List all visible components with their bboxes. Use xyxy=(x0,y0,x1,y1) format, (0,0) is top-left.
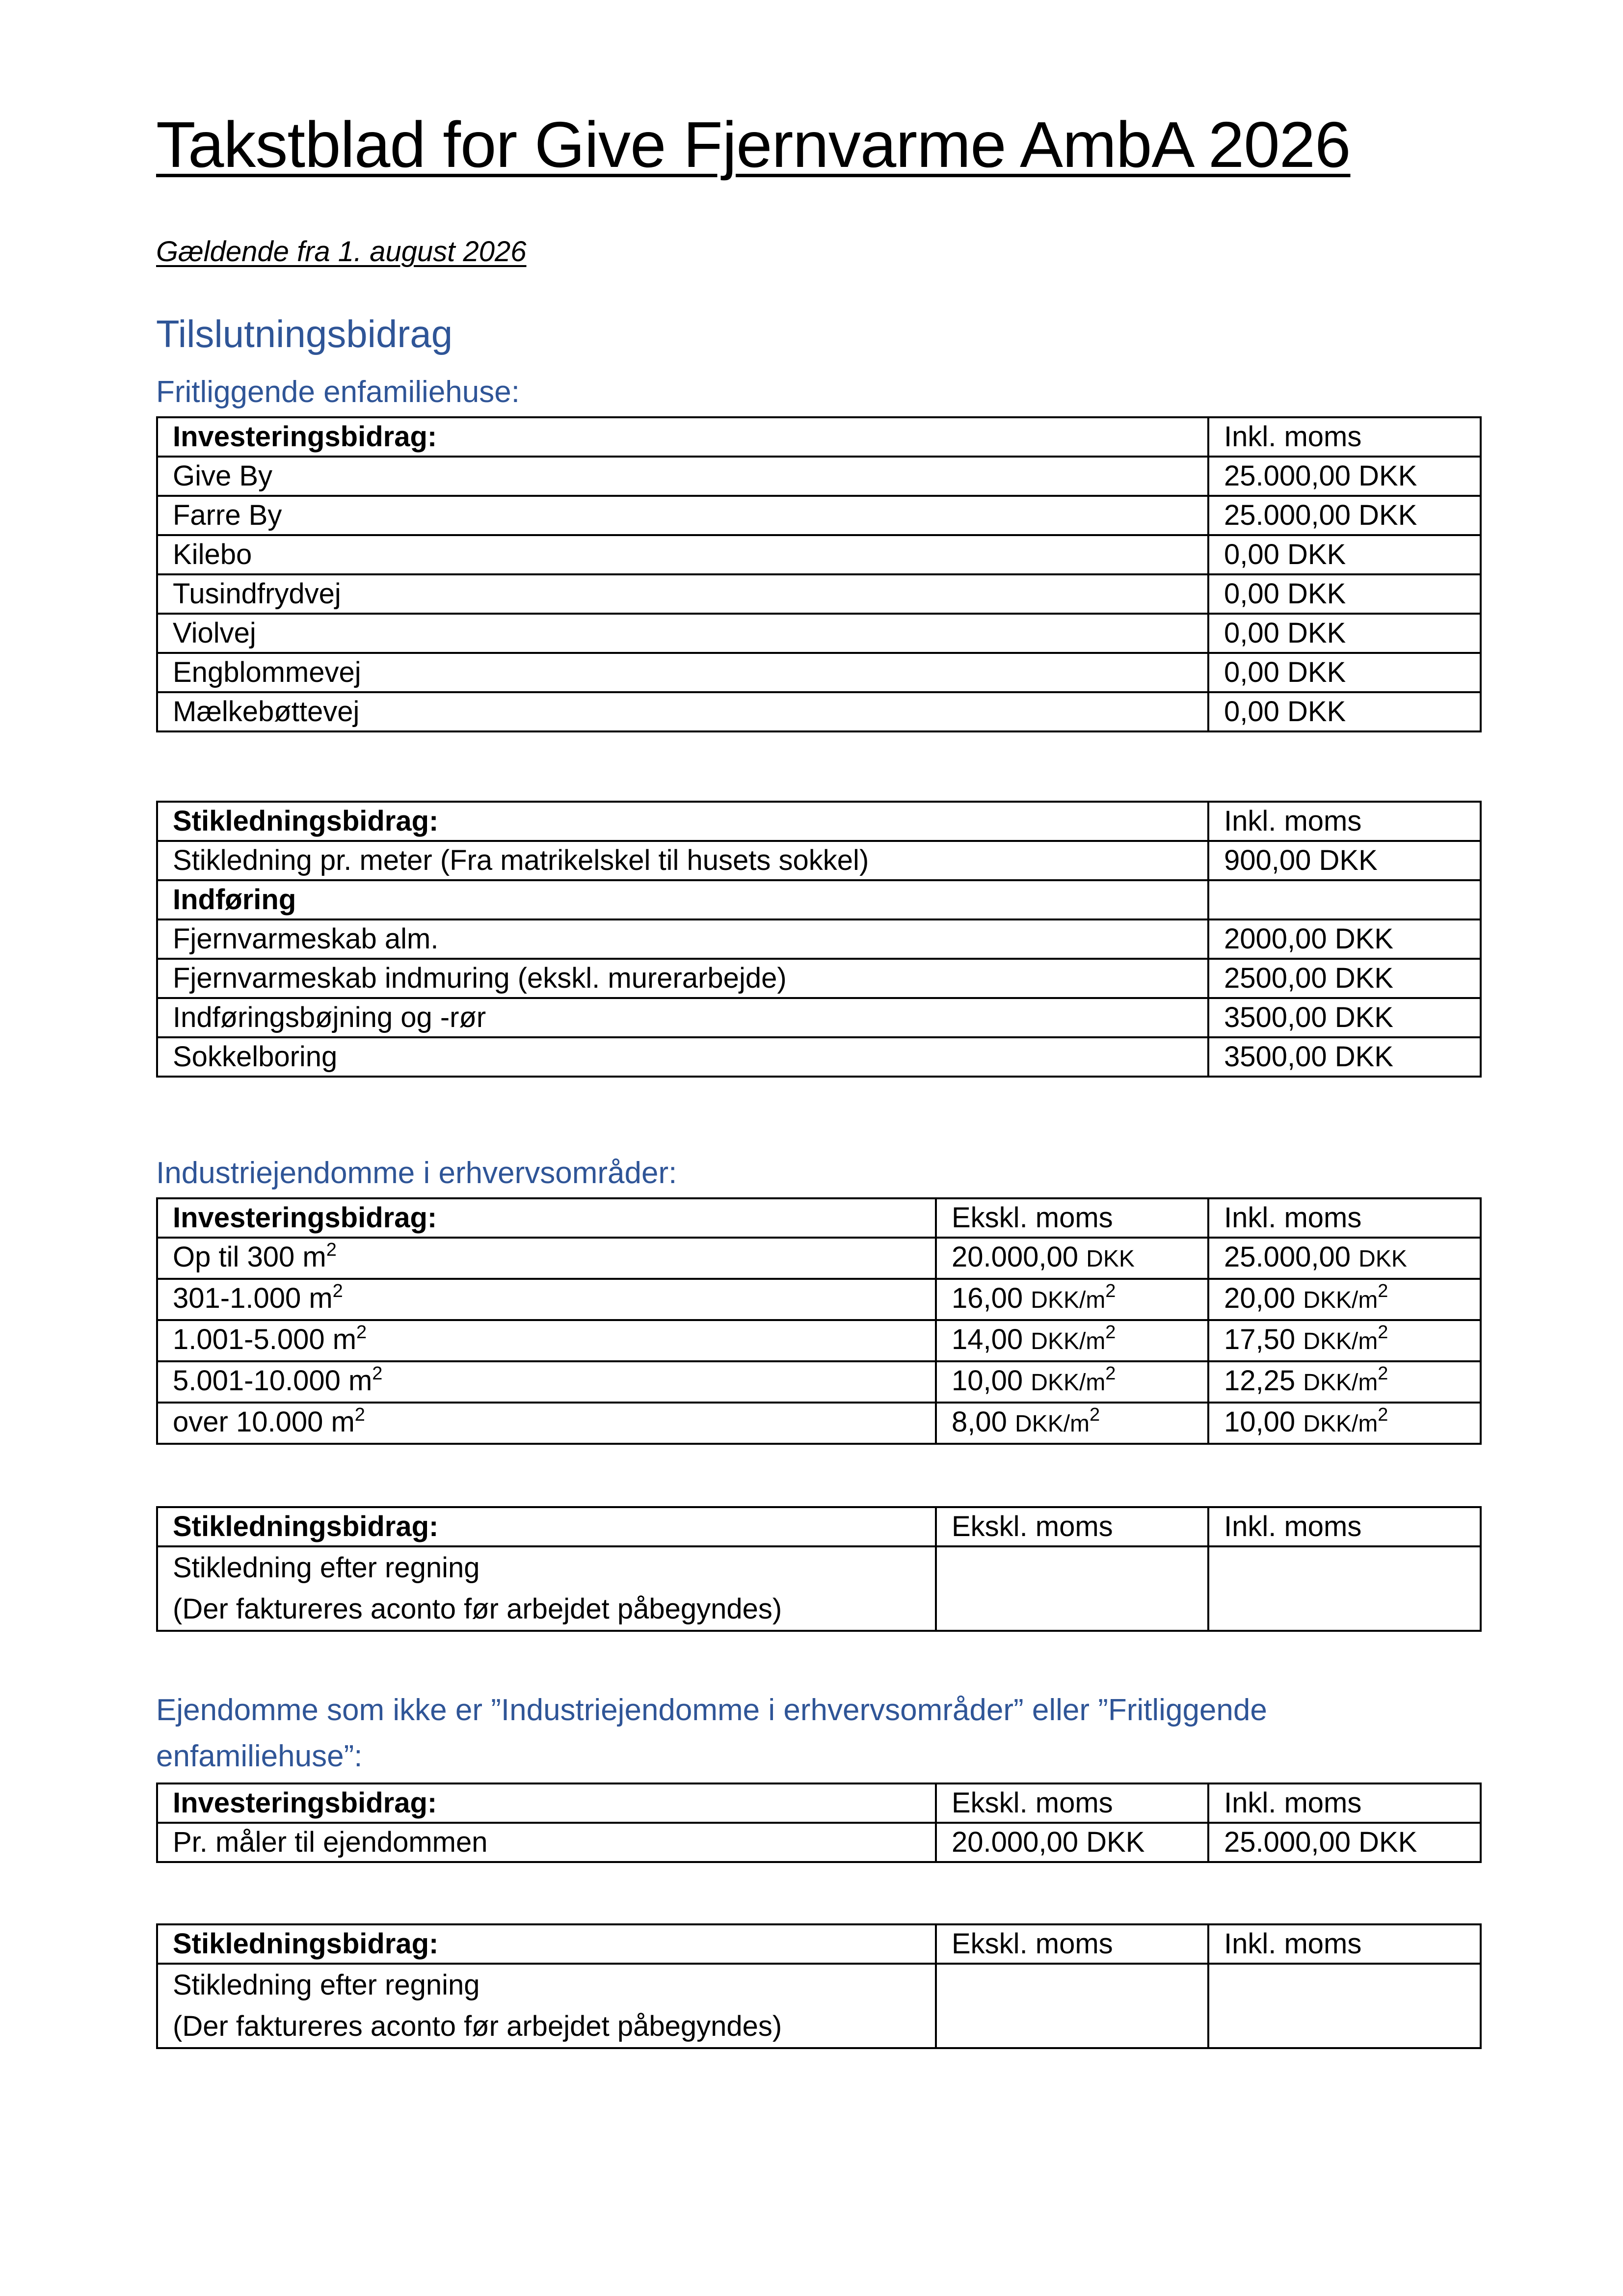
table-row xyxy=(157,919,1481,959)
table-row xyxy=(157,653,1481,692)
row-label xyxy=(157,1964,936,2048)
row-incl: 0,00 DKK xyxy=(1208,653,1481,692)
row-label-line2: (Der faktureres aconto før arbejdet påbegyndes) xyxy=(173,1593,782,1625)
row-incl: 10,00 DKK/$m^2$ xyxy=(1208,1403,1481,1444)
table-row xyxy=(157,574,1481,614)
table-row xyxy=(157,1361,1481,1403)
header-cell: Investeringsbidrag: xyxy=(157,1198,936,1238)
table-row xyxy=(157,457,1481,496)
row-label-line1: Stikledning efter regning xyxy=(173,1969,480,2001)
row-label: 5.001-10.000 $m^2$ xyxy=(157,1361,936,1403)
row-label: over 10.000 $m^2$ xyxy=(157,1403,936,1444)
row-incl: 2000,00 DKK xyxy=(1208,919,1481,959)
row-label-subheading: Indføring xyxy=(157,880,1208,919)
table-header-row xyxy=(157,1924,1481,1964)
header-cell: Ekskl. moms xyxy=(936,1924,1208,1964)
row-label xyxy=(157,1546,936,1631)
subheading-single-family: Fritliggende enfamiliehuse: xyxy=(156,375,520,409)
row-label: Indføringsbøjning og -rør xyxy=(157,998,1208,1037)
table-row xyxy=(157,1238,1481,1279)
table-row xyxy=(157,1546,1481,1631)
header-cell: Stikledningsbidrag: xyxy=(157,1924,936,1964)
table-row xyxy=(157,1320,1481,1361)
table-row xyxy=(157,1964,1481,2048)
row-label: Stikledning pr. meter (Fra matrikelskel til husets sokkel) xyxy=(157,841,1208,880)
table-row xyxy=(157,880,1481,919)
table-header-row xyxy=(157,417,1481,457)
header-cell: Inkl. moms xyxy=(1208,802,1481,841)
row-label: Mælkebøttevej xyxy=(157,692,1208,731)
row-label-line1: Stikledning efter regning xyxy=(173,1552,480,1584)
header-cell: Ekskl. moms xyxy=(936,1198,1208,1238)
row-label-line2: (Der faktureres aconto før arbejdet påbegyndes) xyxy=(173,2010,782,2042)
header-cell: Inkl. moms xyxy=(1208,1924,1481,1964)
table-row xyxy=(157,1403,1481,1444)
single-family-service-pipe-table xyxy=(156,801,1482,1078)
header-cell: Inkl. moms xyxy=(1208,1507,1481,1546)
header-cell: Inkl. moms xyxy=(1208,1198,1481,1238)
row-incl: 20,00 DKK/$m^2$ xyxy=(1208,1279,1481,1320)
row-incl: 2500,00 DKK xyxy=(1208,959,1481,998)
table-row xyxy=(157,1823,1481,1862)
row-label: Fjernvarmeskab alm. xyxy=(157,919,1208,959)
subheading-other-properties: Ejendomme som ikke er ”Industriejendomme i erhvervsområder” eller ”Fritliggende enfamiliehuse”: xyxy=(156,1693,1267,1773)
row-excl: 8,00 DKK/$m^2$ xyxy=(936,1403,1208,1444)
row-incl xyxy=(1208,1964,1481,2048)
row-incl: 17,50 DKK/$m^2$ xyxy=(1208,1320,1481,1361)
table-header-row xyxy=(157,802,1481,841)
single-family-investment-table xyxy=(156,416,1482,732)
subheading-industrial: Industriejendomme i erhvervsområder: xyxy=(156,1156,677,1190)
table-row xyxy=(157,998,1481,1037)
table-header-row xyxy=(157,1198,1481,1238)
row-incl xyxy=(1208,880,1481,919)
row-incl: 3500,00 DKK xyxy=(1208,998,1481,1037)
row-incl: 0,00 DKK xyxy=(1208,614,1481,653)
row-label: Op til 300 $m^2$ xyxy=(157,1238,936,1279)
row-excl: 20.000,00 DKK xyxy=(936,1823,1208,1862)
table-row xyxy=(157,1279,1481,1320)
row-excl: 14,00 DKK/$m^2$ xyxy=(936,1320,1208,1361)
table-row xyxy=(157,1037,1481,1077)
row-label: Kilebo xyxy=(157,535,1208,574)
table-row xyxy=(157,959,1481,998)
header-cell: Inkl. moms xyxy=(1208,417,1481,457)
row-excl xyxy=(936,1546,1208,1631)
row-incl: 25.000,00 DKK xyxy=(1208,496,1481,535)
table-header-row xyxy=(157,1507,1481,1546)
row-incl: 0,00 DKK xyxy=(1208,535,1481,574)
row-label: 1.001-5.000 $m^2$ xyxy=(157,1320,936,1361)
row-excl xyxy=(936,1964,1208,2048)
row-label: Farre By xyxy=(157,496,1208,535)
row-excl: 10,00 DKK/$m^2$ xyxy=(936,1361,1208,1403)
header-cell: Ekskl. moms xyxy=(936,1783,1208,1823)
row-label: Violvej xyxy=(157,614,1208,653)
row-label: Pr. måler til ejendommen xyxy=(157,1823,936,1862)
row-incl: 900,00 DKK xyxy=(1208,841,1481,880)
row-incl: 25.000,00 DKK xyxy=(1208,457,1481,496)
row-excl: 20.000,00 DKK xyxy=(936,1238,1208,1279)
row-label: Sokkelboring xyxy=(157,1037,1208,1077)
row-incl xyxy=(1208,1546,1481,1631)
table-row xyxy=(157,692,1481,731)
industrial-investment-table xyxy=(156,1197,1482,1445)
header-cell: Investeringsbidrag: xyxy=(157,417,1208,457)
other-investment-table xyxy=(156,1783,1482,1863)
row-incl: 3500,00 DKK xyxy=(1208,1037,1481,1077)
row-incl: 12,25 DKK/$m^2$ xyxy=(1208,1361,1481,1403)
industrial-service-pipe-table xyxy=(156,1506,1482,1632)
row-incl: 0,00 DKK xyxy=(1208,574,1481,614)
table-header-row xyxy=(157,1783,1481,1823)
row-label: Give By xyxy=(157,457,1208,496)
header-cell: Investeringsbidrag: xyxy=(157,1783,936,1823)
row-incl: 25.000,00 DKK xyxy=(1208,1823,1481,1862)
header-cell: Inkl. moms xyxy=(1208,1783,1481,1823)
section-heading-connection-fee: Tilslutningsbidrag xyxy=(156,312,453,355)
valid-from-date: Gældende fra 1. august 2026 xyxy=(156,236,527,268)
row-incl: 0,00 DKK xyxy=(1208,692,1481,731)
table-row xyxy=(157,535,1481,574)
row-label: Engblommevej xyxy=(157,653,1208,692)
document-title: Takstblad for Give Fjernvarme AmbA 2026 xyxy=(156,108,1351,181)
row-label: Fjernvarmeskab indmuring (ekskl. murerarbejde) xyxy=(157,959,1208,998)
table-row xyxy=(157,496,1481,535)
header-cell: Stikledningsbidrag: xyxy=(157,1507,936,1546)
other-service-pipe-table xyxy=(156,1923,1482,2049)
table-row xyxy=(157,841,1481,880)
row-incl: 25.000,00 DKK xyxy=(1208,1238,1481,1279)
header-cell: Stikledningsbidrag: xyxy=(157,802,1208,841)
table-row xyxy=(157,614,1481,653)
header-cell: Ekskl. moms xyxy=(936,1507,1208,1546)
row-label: Tusindfrydvej xyxy=(157,574,1208,614)
row-label: 301-1.000 $m^2$ xyxy=(157,1279,936,1320)
row-excl: 16,00 DKK/$m^2$ xyxy=(936,1279,1208,1320)
